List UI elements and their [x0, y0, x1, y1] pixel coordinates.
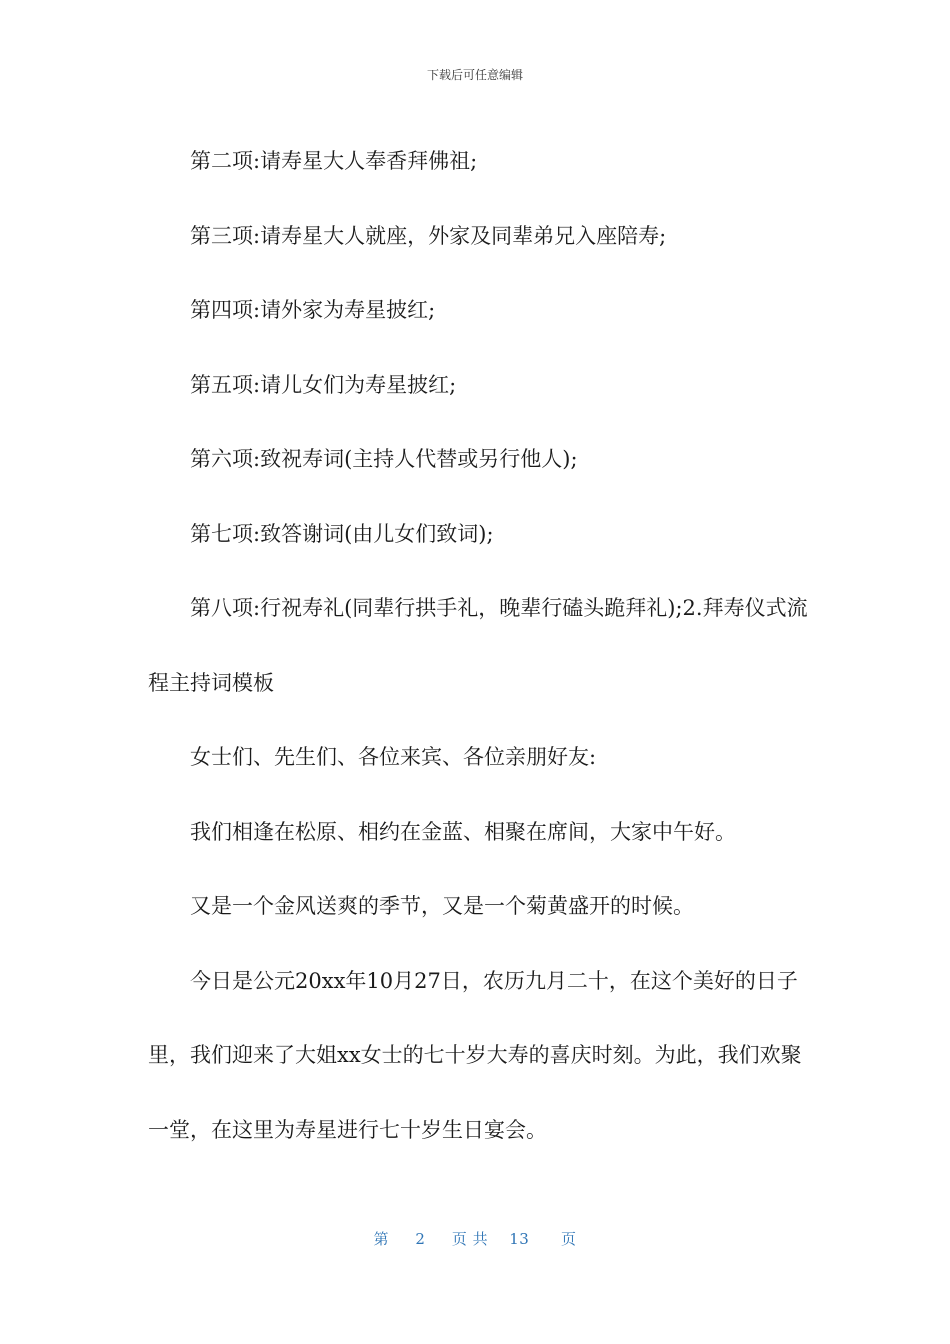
paragraph: 女士们、先生们、各位来宾、各位亲朋好友: [190, 745, 597, 769]
paragraph: 第六项:致祝寿词(主持人代替或另行他人); [190, 447, 578, 471]
header-note: 下载后可任意编辑 [426, 68, 523, 82]
footer-prefix: 第 [373, 1230, 390, 1248]
paragraph: 第二项:请寿星大人奉香拜佛祖; [190, 149, 478, 173]
paragraph: 又是一个金风送爽的季节，又是一个菊黄盛开的时候。 [190, 894, 694, 918]
paragraph: 今日是公元20xx年10月27日，农历九月二十，在这个美好的日子里，我们迎来了大姐xx女士的七十岁大寿的喜庆时刻。为此，我们欢聚一堂，在这里为寿星进行七十岁生日宴会。 [148, 968, 802, 1142]
footer-suffix: 页 [560, 1230, 577, 1248]
footer-total-pages: 13 [509, 1230, 530, 1248]
document-body [148, 124, 808, 1167]
paragraph: 第七项:致答谢词(由儿女们致词); [190, 521, 494, 546]
footer-current-page: 2 [415, 1230, 426, 1248]
paragraph: 第五项:请儿女们为寿星披红; [190, 372, 457, 397]
footer-middle: 页 共 [451, 1230, 489, 1248]
paragraph: 第三项:请寿星大人就座，外家及同辈弟兄入座陪寿; [190, 223, 667, 248]
paragraph: 第四项:请外家为寿星披红; [190, 298, 436, 322]
paragraph: 第八项:行祝寿礼(同辈行拱手礼，晚辈行磕头跪拜礼);2.拜寿仪式流程主持词模板 [148, 596, 808, 695]
paragraph: 我们相逢在松原、相约在金蓝、相聚在席间，大家中午好。 [190, 819, 736, 844]
page-footer [0, 1228, 950, 1249]
